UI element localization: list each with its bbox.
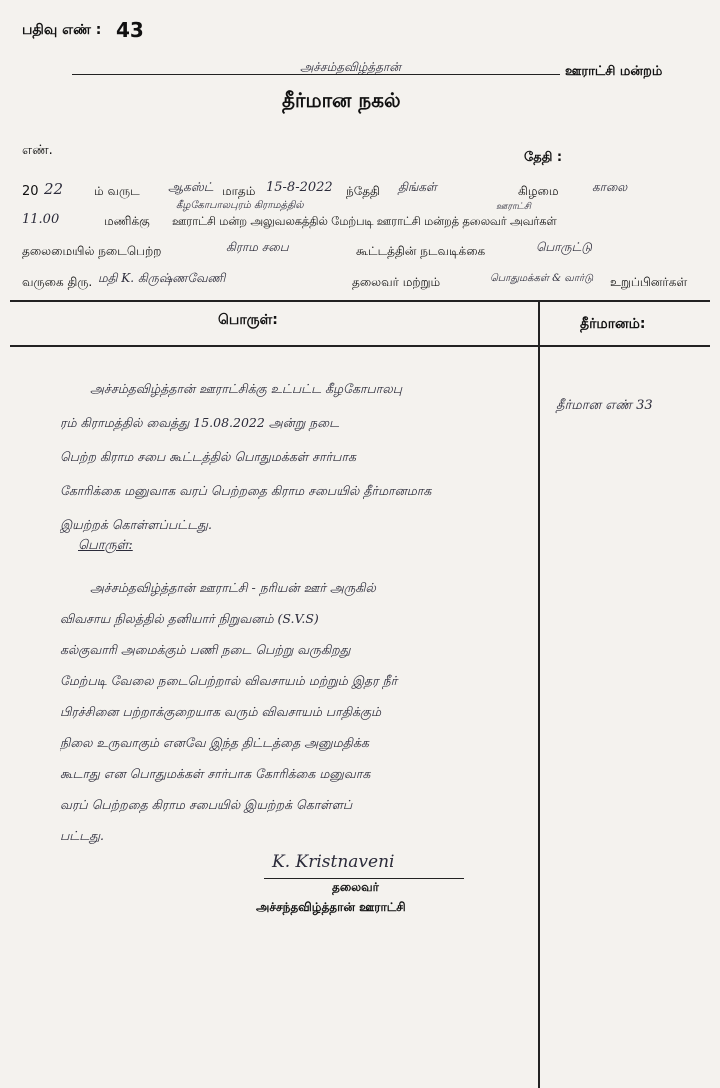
line4-hand: மதி K. கிருஷ்ணவேணி bbox=[98, 271, 226, 285]
panchayat-name-line bbox=[72, 74, 560, 75]
subject-line: பிரச்சினை பற்றாக்குறையாக வரும் விவசாயம் பாதிக்கும் bbox=[60, 704, 382, 719]
day-hand: திங்கள் bbox=[398, 180, 437, 194]
month-label: மாதம் bbox=[222, 184, 256, 198]
signature-line bbox=[264, 878, 464, 879]
year-suffix: ம் வருட bbox=[94, 184, 140, 198]
subject-line: மேற்படி வேலை நடைபெற்றால் விவசாயம் மற்றும் இதர நீர் bbox=[60, 673, 398, 688]
year-hand: 22 bbox=[44, 180, 64, 198]
signature: K. Kristnaveni bbox=[272, 852, 395, 872]
table-top-rule bbox=[10, 300, 710, 302]
subject-line: நிலை உருவாகும் எனவே இந்த திட்டத்தை அனுமதிக்க bbox=[60, 735, 369, 750]
line3-hand: கிராம சபை bbox=[226, 240, 289, 254]
body-line: கோரிக்கை மனுவாக வரப் பெற்றதை கிராம சபையில் தீர்மானமாக bbox=[60, 483, 432, 498]
line2-printed-a: மணிக்கு bbox=[104, 214, 150, 228]
line3-printed-a: தலைமையில் நடைபெற்ற bbox=[22, 244, 162, 258]
page-label: பதிவு எண் : bbox=[22, 22, 102, 38]
line2-hand-place: கீழகோபாலபுரம் கிராமத்தில் bbox=[176, 200, 304, 211]
page-number: 43 bbox=[116, 18, 144, 42]
body-line: ரம் கிராமத்தில் வைத்து 15.08.2022 அன்று நடை bbox=[60, 415, 340, 430]
subject-line: அச்சம்தவிழ்த்தான் ஊராட்சி - நரியன் ஊர் அருகில் bbox=[90, 580, 376, 595]
subject-paragraph bbox=[60, 572, 530, 851]
number-label: எண். bbox=[22, 143, 53, 158]
body-paragraph bbox=[60, 372, 530, 542]
date-hand: 15-8-2022 bbox=[266, 180, 333, 195]
line4-hand-b: பொதுமக்கள் & வார்டு bbox=[490, 273, 594, 284]
day-label: கிழமை bbox=[518, 184, 559, 198]
document-title: தீர்மான நகல் bbox=[282, 88, 401, 112]
line4-printed-c: உறுப்பினர்கள் bbox=[610, 275, 688, 289]
line3-hand-end: பொருட்டு bbox=[536, 240, 592, 254]
year-printed: 20 bbox=[22, 184, 39, 199]
month-hand: ஆகஸ்ட் bbox=[168, 180, 214, 194]
signature-panchayat: அச்சந்தவிழ்த்தான் ஊராட்சி bbox=[256, 900, 406, 914]
line4-printed-b: தலைவர் மற்றும் bbox=[352, 275, 441, 289]
subject-line: வரப் பெற்றதை கிராம சபையில் இயற்றக் கொள்ளப் bbox=[60, 797, 353, 812]
resolution-header: தீர்மானம்: bbox=[580, 316, 646, 332]
table-header-rule bbox=[10, 345, 710, 347]
subject-line: பட்டது. bbox=[60, 828, 105, 843]
body-line: இயற்றக் கொள்ளப்பட்டது. bbox=[60, 517, 212, 532]
subject-line: விவசாய நிலத்தில் தனியார் நிறுவனம் (S.V.S) bbox=[60, 611, 319, 626]
date-suffix: ந்தேதி bbox=[346, 184, 380, 198]
panchayat-name-hand: அச்சம்தவிழ்த்தான் bbox=[300, 60, 401, 74]
subject-label-hand: பொருள்: bbox=[78, 538, 133, 553]
body-line: அச்சம்தவிழ்த்தான் ஊராட்சிக்கு உட்பட்ட கீழகோபாலபு bbox=[90, 381, 403, 396]
body-line: பெற்ற கிராம சபை கூட்டத்தில் பொதுமக்கள் சார்பாக bbox=[60, 449, 356, 464]
subject-line: கூடாது என பொதுமக்கள் சார்பாக கோரிக்கை மனுவாக bbox=[60, 766, 371, 781]
resolution-number: தீர்மான எண் 33 bbox=[556, 398, 653, 413]
time-hand: 11.00 bbox=[22, 212, 60, 227]
line2-hand-above: ஊராட்சி bbox=[496, 202, 531, 212]
signature-role: தலைவர் bbox=[332, 880, 379, 894]
subject-header: பொருள்: bbox=[218, 312, 278, 328]
line2-printed-b: ஊராட்சி மன்ற அலுவலகத்தில் மேற்படி ஊராட்சி மன்றத் தலைவர் அவர்கள் bbox=[172, 214, 557, 228]
date-label: தேதி : bbox=[524, 150, 563, 165]
line3-printed-b: கூட்டத்தின் நடவடிக்கை bbox=[356, 244, 486, 258]
panchayat-suffix: ஊராட்சி மன்றம் bbox=[565, 64, 663, 79]
session-hand: காலை bbox=[592, 180, 628, 194]
column-divider bbox=[538, 300, 540, 1088]
subject-line: கல்குவாரி அமைக்கும் பணி நடை பெற்று வருகிறது bbox=[60, 642, 351, 657]
line4-printed-a: வருகை திரு. bbox=[22, 275, 93, 289]
